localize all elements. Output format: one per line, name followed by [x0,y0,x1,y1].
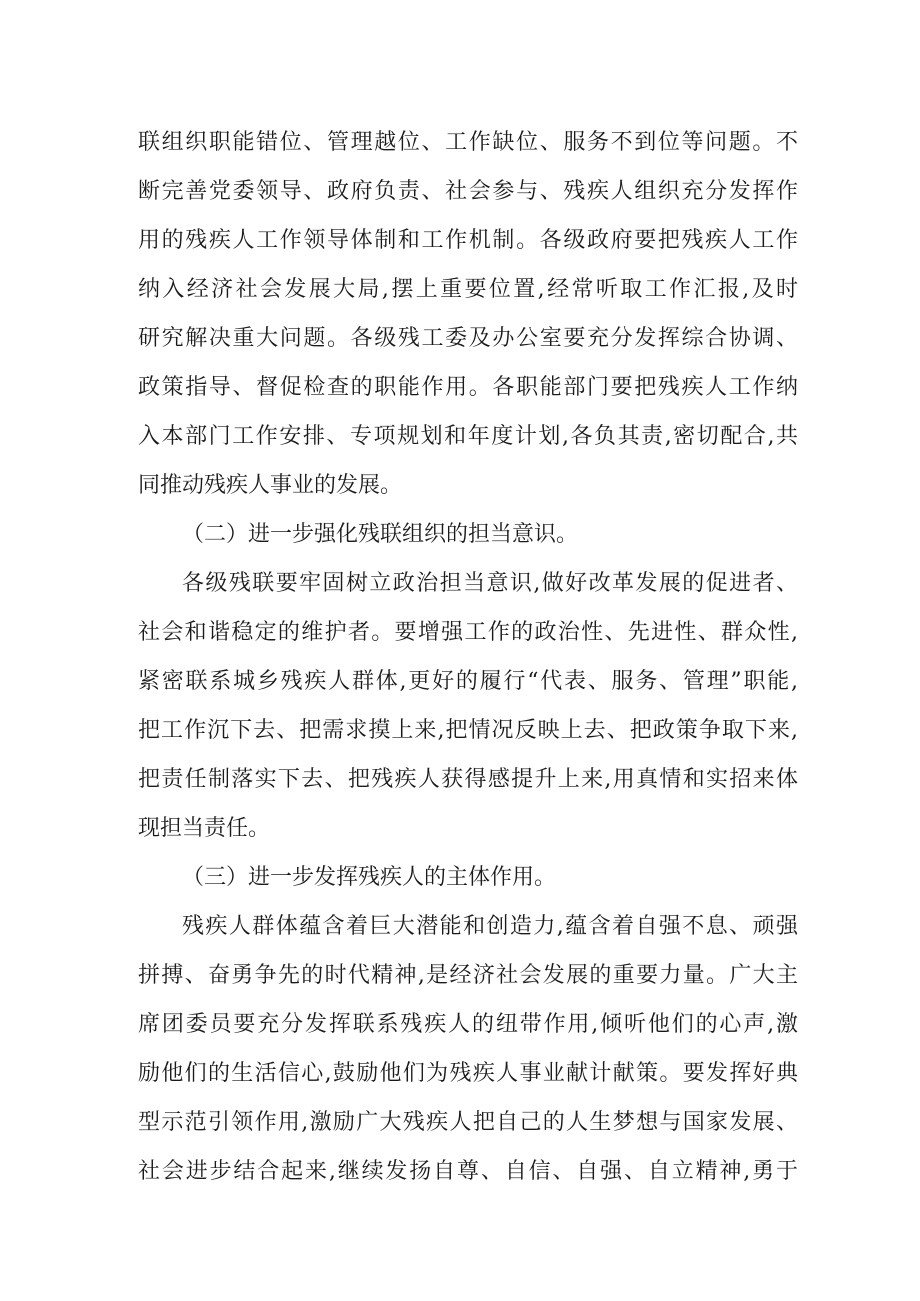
text-line: 席团委员要充分发挥联系残疾人的纽带作用,倾听他们的心声,激 [138,1012,798,1037]
text-line: 各级残联要牢固树立政治担当意识,做好改革发展的促进者、 [182,571,798,596]
text-line: 研究解决重大问题。各级残工委及办公室要充分发挥综合协调、 [138,326,798,351]
text-line: 断完善党委领导、政府负责、社会参与、残疾人组织充分发挥作 [138,179,798,204]
text-line: 紧密联系城乡残疾人群体,更好的履行“代表、服务、管理”职能, [138,669,798,694]
text-line: 社会和谐稳定的维护者。要增强工作的政治性、先进性、群众性, [138,620,798,645]
text-line: 型示范引领作用,激励广大残疾人把自己的人生梦想与国家发展、 [138,1110,798,1135]
text-line: 励他们的生活信心,鼓励他们为残疾人事业献计献策。要发挥好典 [138,1061,798,1086]
text-line: 用的残疾人工作领导体制和工作机制。各级政府要把残疾人工作 [138,228,798,253]
text-line: 政策指导、督促检查的职能作用。各职能部门要把残疾人工作纳 [138,375,798,400]
section-heading: （二）进一步强化残联组织的担当意识。 [182,522,579,547]
text-line: 纳入经济社会发展大局,摆上重要位置,经常听取工作汇报,及时 [138,277,798,302]
text-line: 入本部门工作安排、专项规划和年度计划,各负其责,密切配合,共 [138,424,798,449]
text-line: 社会进步结合起来,继续发扬自尊、自信、自强、自立精神,勇于 [138,1159,798,1184]
section-heading: （三）进一步发挥残疾人的主体作用。 [182,865,557,890]
text-line: 联组织职能错位、管理越位、工作缺位、服务不到位等问题。不 [138,130,798,155]
text-line: 同推动残疾人事业的发展。 [138,473,403,498]
text-line: 残疾人群体蕴含着巨大潜能和创造力,蕴含着自强不息、顽强 [182,914,798,939]
text-line: 拼搏、奋勇争先的时代精神,是经济社会发展的重要力量。广大主 [138,963,798,988]
text-line: 现担当责任。 [138,816,271,841]
text-line: 把工作沉下去、把需求摸上来,把情况反映上去、把政策争取下来, [138,718,798,743]
text-line: 把责任制落实下去、把残疾人获得感提升上来,用真情和实招来体 [138,767,798,792]
